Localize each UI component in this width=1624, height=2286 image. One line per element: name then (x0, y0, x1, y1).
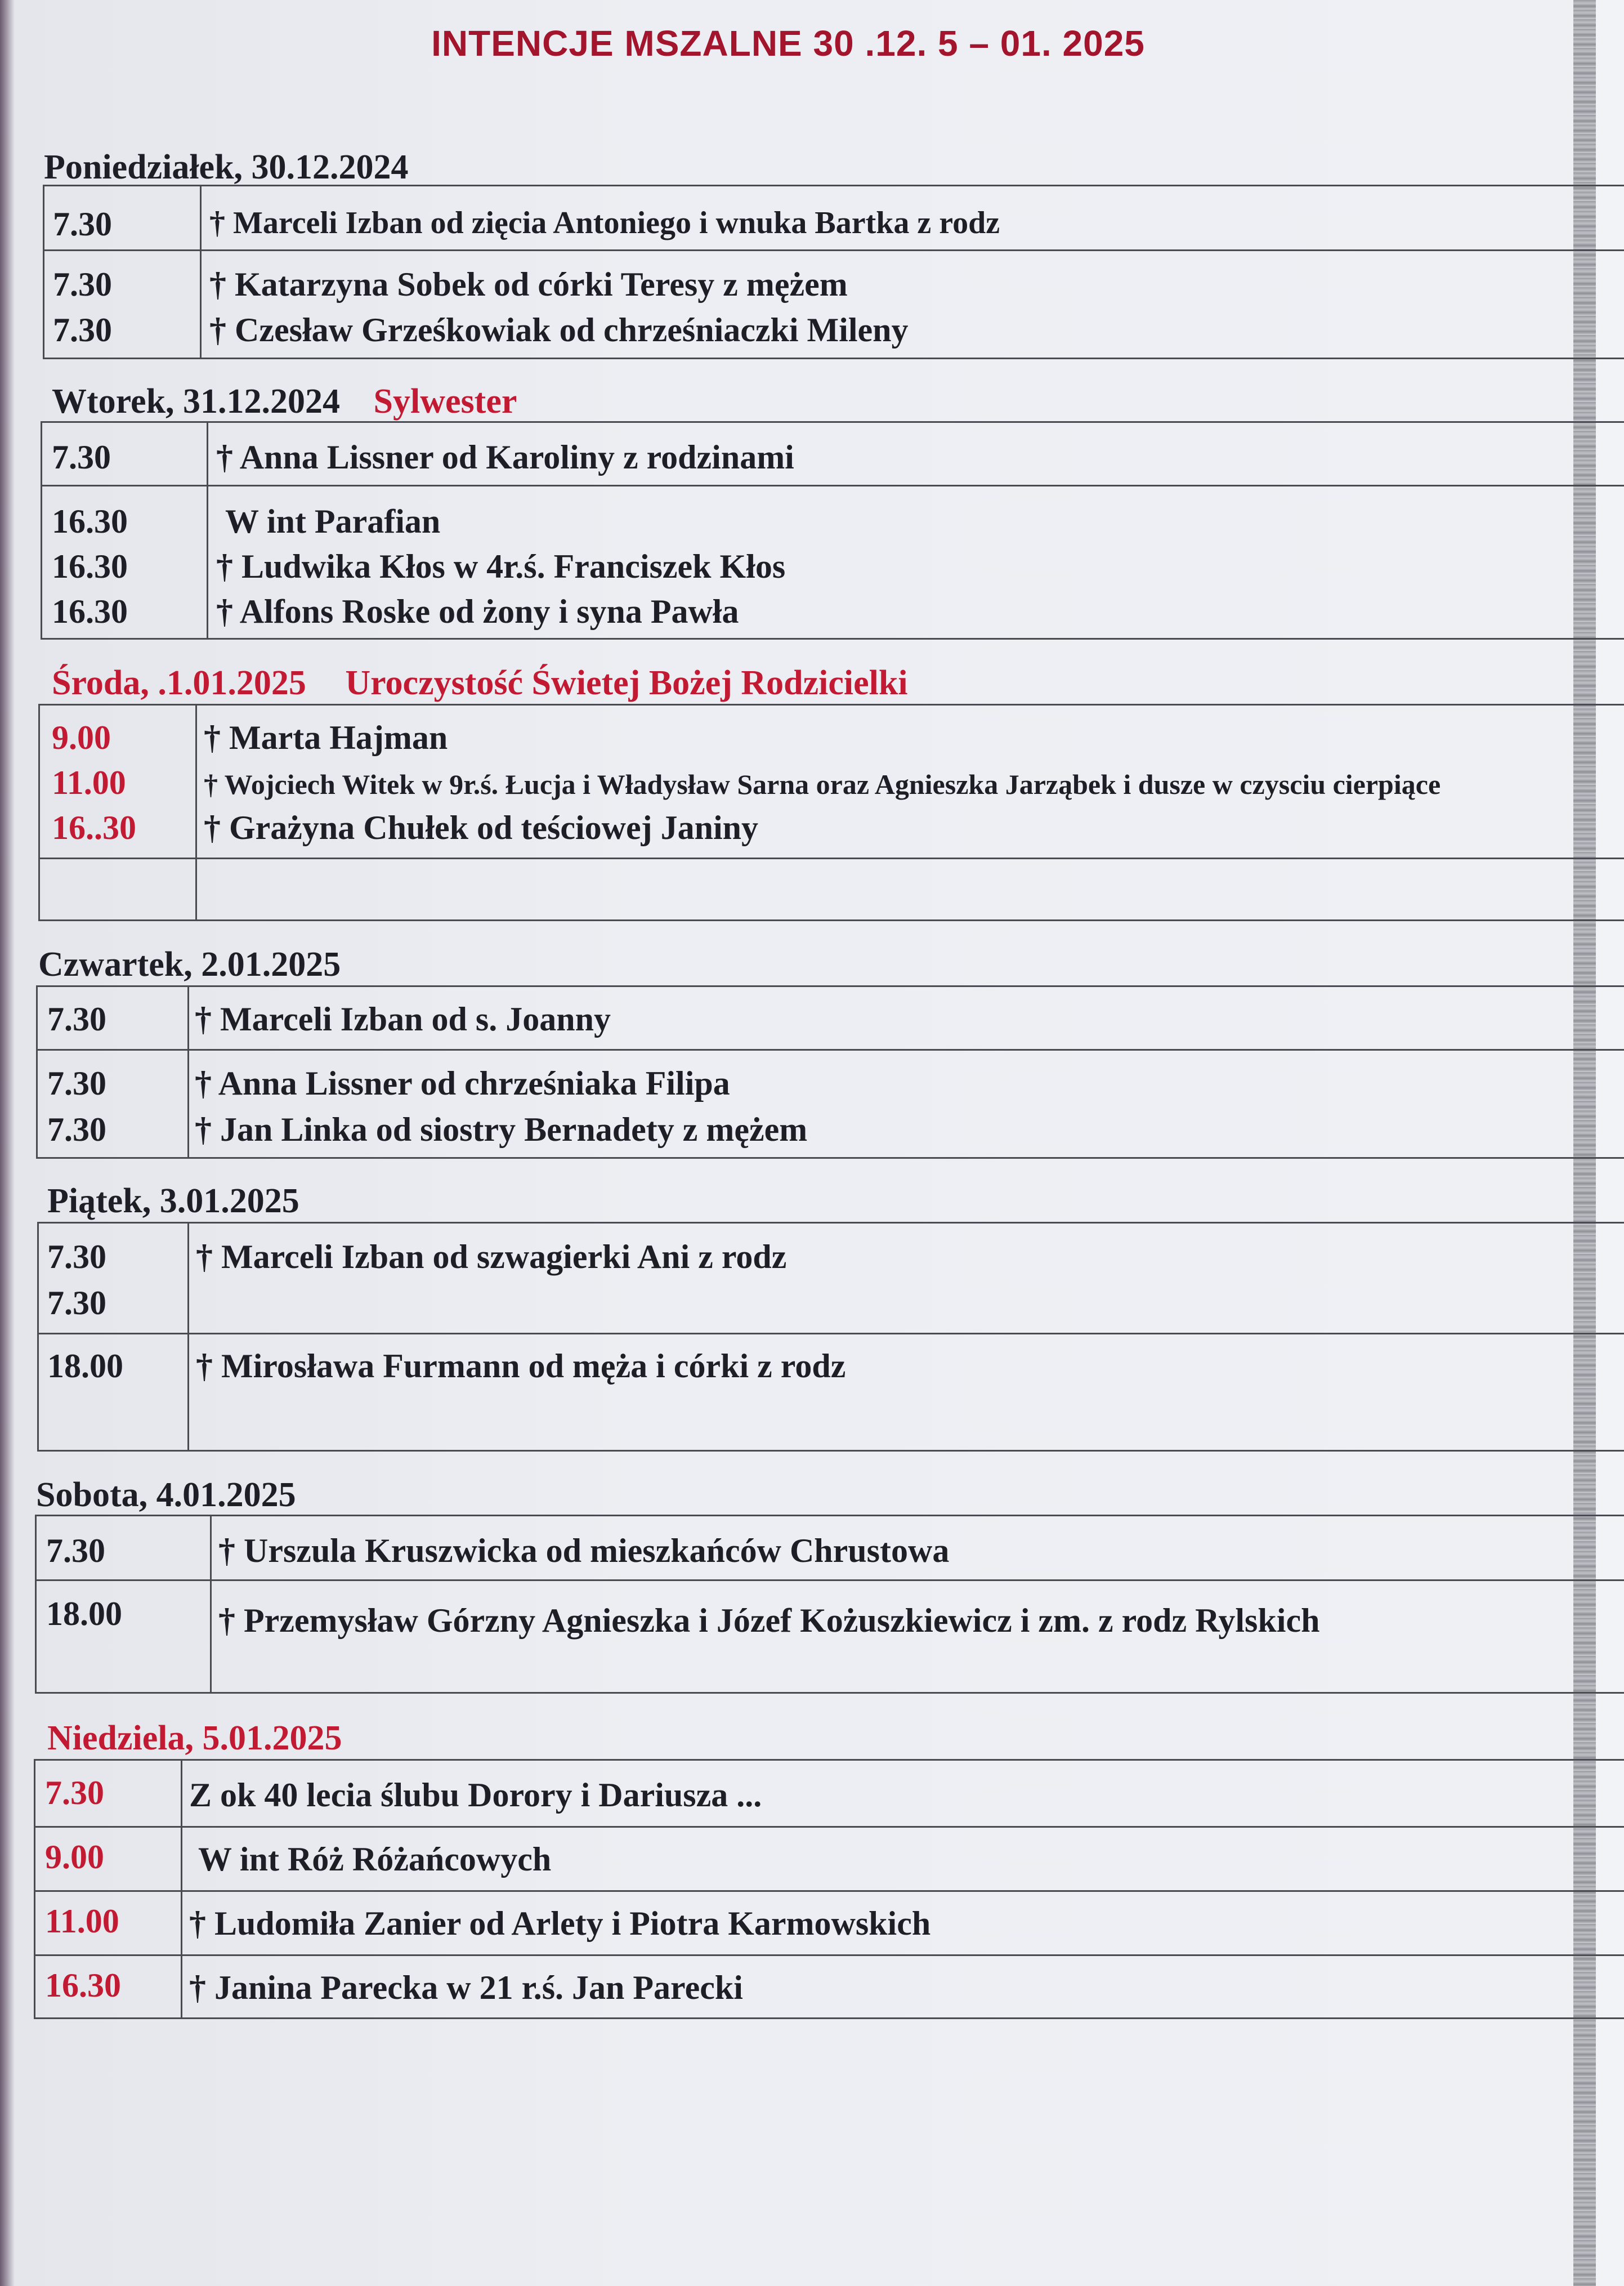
mass-intention: Z ok 40 lecia ślubu Dorory i Dariusza ... (189, 1776, 762, 1814)
day-heading-saturday: Sobota, 4.01.2025 (36, 1476, 296, 1514)
day-heading-thursday: Czwartek, 2.01.2025 (38, 945, 341, 984)
mass-time: 7.30 (53, 266, 112, 303)
mass-intention: † Przemysław Górzny Agnieszka i Józef Kożuszkiewicz i zm. z rodz Rylskich (218, 1602, 1320, 1639)
mass-intention: † Marta Hajman (204, 719, 448, 756)
day-heading-monday: Poniedziałek, 30.12.2024 (44, 148, 409, 186)
mass-intention: W int Róż Różańcowych (198, 1841, 552, 1878)
mass-intention: † Ludomiła Zanier od Arlety i Piotra Karmowskich (189, 1905, 931, 1942)
mass-intention: † Jan Linka od siostry Bernadety z mężem (195, 1111, 808, 1148)
mass-intention: † Grażyna Chułek od teściowej Janiny (204, 809, 759, 846)
day-heading-tuesday (52, 382, 517, 422)
mass-intention: † Czesław Grześkowiak od chrześniaczki Mileny (209, 311, 909, 349)
mass-intention: † Marceli Izban od zięcia Antoniego i wnuka Bartka z rodz (209, 206, 1000, 240)
mass-time: 16.30 (52, 503, 128, 540)
mass-time: 11.00 (52, 764, 126, 801)
day-feast: Sylwester (373, 382, 517, 421)
mass-intention: † Alfons Roske od żony i syna Pawła (216, 593, 739, 630)
mass-time: 7.30 (45, 1774, 104, 1811)
page-title: INTENCJE MSZALNE 30 .12. 5 – 01. 2025 (431, 23, 1145, 64)
mass-intention: † Wojciech Witek w 9r.ś. Łucja i Władysław Sarna oraz Agnieszka Jarząbek i dusze w czysciu cierpiące (204, 769, 1441, 800)
mass-intention: † Mirosława Furmann od męża i córki z rodz (196, 1347, 846, 1385)
mass-intention: † Anna Lissner od Karoliny z rodzinami (216, 439, 794, 476)
mass-time: 7.30 (53, 311, 112, 349)
mass-time: 7.30 (47, 1111, 106, 1148)
day-date: Środa, .1.01.2025 (52, 664, 306, 702)
mass-time: 16..30 (52, 809, 136, 846)
day-feast: Uroczystość Świetej Bożej Rodzicielki (345, 664, 908, 702)
mass-time: 18.00 (46, 1595, 122, 1632)
mass-time: 16.30 (52, 593, 128, 630)
mass-time: 16.30 (45, 1967, 121, 2004)
mass-time: 7.30 (47, 1284, 106, 1321)
day-date: Wtorek, 31.12.2024 (52, 382, 341, 421)
mass-time: 7.30 (47, 1065, 106, 1102)
mass-time: 11.00 (45, 1903, 119, 1940)
mass-intention: W int Parafian (225, 503, 441, 540)
paper-edge-left (0, 0, 15, 2286)
mass-time: 9.00 (52, 719, 111, 756)
mass-time: 7.30 (46, 1532, 105, 1569)
mass-intention: † Ludwika Kłos w 4r.ś. Franciszek Kłos (216, 548, 786, 585)
day-heading-wednesday (52, 663, 908, 703)
mass-time: 16.30 (52, 548, 128, 585)
mass-time: 7.30 (47, 1238, 106, 1275)
mass-intention: † Urszula Kruszwicka od mieszkańców Chrustowa (218, 1532, 950, 1569)
day-heading-friday: Piątek, 3.01.2025 (47, 1182, 299, 1220)
mass-time: 9.00 (45, 1838, 104, 1876)
mass-intention: † Katarzyna Sobek od córki Teresy z mężem (209, 266, 848, 303)
mass-intention: † Marceli Izban od szwagierki Ani z rodz (196, 1238, 787, 1275)
mass-time: 18.00 (47, 1347, 123, 1385)
mass-intention: † Janina Parecka w 21 r.ś. Jan Parecki (189, 1969, 743, 2006)
day-heading-sunday: Niedziela, 5.01.2025 (47, 1719, 342, 1757)
mass-intention: † Marceli Izban od s. Joanny (195, 1001, 611, 1038)
mass-time: 7.30 (53, 206, 112, 243)
mass-intention: † Anna Lissner od chrześniaka Filipa (195, 1065, 730, 1102)
mass-time: 7.30 (47, 1001, 106, 1038)
mass-time: 7.30 (52, 439, 111, 476)
